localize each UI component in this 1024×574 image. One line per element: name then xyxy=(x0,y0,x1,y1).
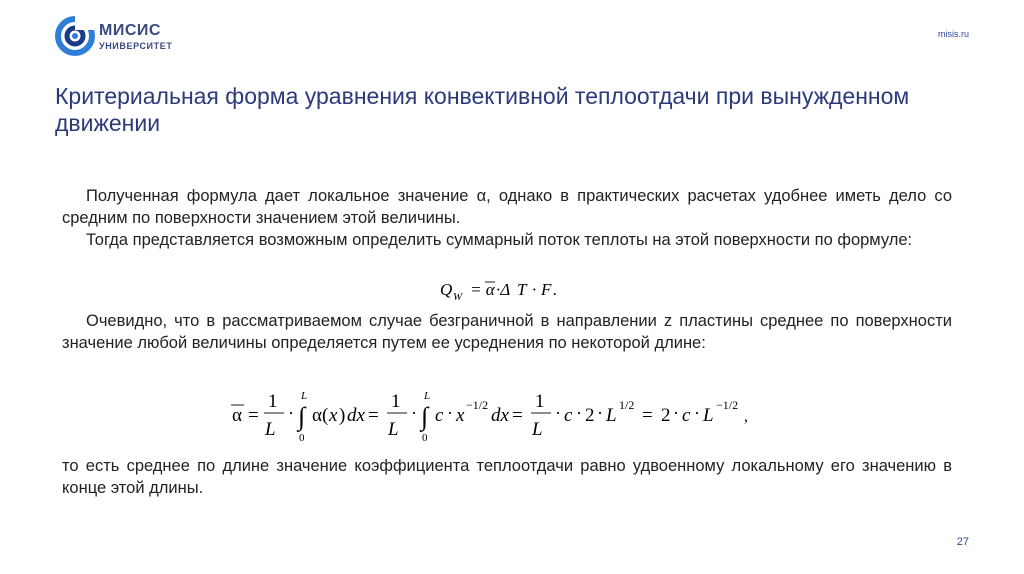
svg-text:2: 2 xyxy=(585,405,595,426)
svg-text:L: L xyxy=(532,419,543,440)
svg-text:=: = xyxy=(512,405,523,426)
svg-text:F: F xyxy=(541,280,552,299)
svg-text:L: L xyxy=(424,390,431,402)
svg-text:∫: ∫ xyxy=(421,402,429,431)
svg-text:·: · xyxy=(673,403,679,423)
svg-text:c: c xyxy=(435,405,444,426)
svg-text:·: · xyxy=(411,403,417,423)
svg-text:·: · xyxy=(288,403,294,423)
svg-text:): ) xyxy=(339,405,346,426)
svg-text:=: = xyxy=(248,405,259,426)
svg-text:L: L xyxy=(301,390,308,402)
svg-text:·: · xyxy=(447,403,453,423)
formula-heat-flow xyxy=(440,277,590,308)
svg-text:·: · xyxy=(597,403,603,423)
svg-text:·: · xyxy=(694,403,700,423)
svg-text:·Δ: ·Δ xyxy=(496,280,511,299)
logo-subtitle: УНИВЕРСИТЕТ xyxy=(99,41,173,51)
svg-text:·: · xyxy=(532,280,537,299)
svg-text:·: · xyxy=(576,403,582,423)
paragraph-4: то есть среднее по длине значение коэффициента теплоотдачи равно удвоенному локальному его значению в конце этой длины. xyxy=(62,457,952,497)
page-number: 27 xyxy=(956,536,969,548)
svg-text:1: 1 xyxy=(391,391,401,412)
paragraph-2: Тогда представляется возможным определить суммарный поток теплоты на этой поверхности по формуле: xyxy=(86,231,913,249)
svg-text:α: α xyxy=(232,405,242,426)
svg-text:L: L xyxy=(606,405,617,426)
svg-text:T: T xyxy=(517,280,527,299)
university-logo xyxy=(55,16,205,60)
slide-body xyxy=(62,185,952,251)
svg-text:L: L xyxy=(388,419,399,440)
svg-text:dx: dx xyxy=(491,405,509,426)
svg-text:1: 1 xyxy=(268,391,278,412)
paragraph-1: Полученная формула дает локальное значение α, однако в практических расчетах удобнее иметь дело со средним по поверхности значением этой величины. xyxy=(62,187,952,227)
svg-text:Q: Q xyxy=(440,280,453,299)
paragraph-3: Очевидно, что в рассматриваемом случае безграничной в направлении z пластины среднее по поверхности значение любой величины определяется путем ее усреднения по некоторой длине: xyxy=(62,312,952,352)
svg-text:L: L xyxy=(703,405,714,426)
svg-text:= α: = α xyxy=(470,280,495,299)
svg-text:−1/2: −1/2 xyxy=(716,398,739,412)
svg-text:0: 0 xyxy=(299,432,305,444)
svg-text:c: c xyxy=(682,405,691,426)
svg-text:1: 1 xyxy=(535,391,545,412)
svg-text:2: 2 xyxy=(661,405,671,426)
svg-text:1/2: 1/2 xyxy=(619,398,635,412)
site-link[interactable]: misis.ru xyxy=(938,29,969,39)
svg-text:,: , xyxy=(744,408,748,425)
formula-heat-flow-svg xyxy=(440,277,590,303)
svg-text:c: c xyxy=(564,405,573,426)
svg-text:.: . xyxy=(553,280,558,299)
svg-text:∫: ∫ xyxy=(298,402,306,431)
svg-text:=: = xyxy=(642,405,653,426)
svg-text:α(: α( xyxy=(312,405,329,426)
logo-name: МИСИС xyxy=(99,22,161,39)
svg-text:x: x xyxy=(329,405,338,426)
slide-title: Критериальная форма уравнения конвективной теплоотдачи при вынужденном движении xyxy=(55,83,910,136)
svg-text:0: 0 xyxy=(422,432,428,444)
svg-text:·: · xyxy=(555,403,561,423)
formula-average-alpha xyxy=(228,383,788,445)
svg-text:L: L xyxy=(265,419,276,440)
svg-text:dx: dx xyxy=(347,405,365,426)
svg-text:x: x xyxy=(456,405,465,426)
svg-text:−1/2: −1/2 xyxy=(466,398,489,412)
svg-text:=: = xyxy=(368,405,379,426)
formula-average-alpha-svg xyxy=(228,383,788,445)
svg-text:W: W xyxy=(453,291,463,303)
logo-emblem-icon xyxy=(55,16,95,56)
